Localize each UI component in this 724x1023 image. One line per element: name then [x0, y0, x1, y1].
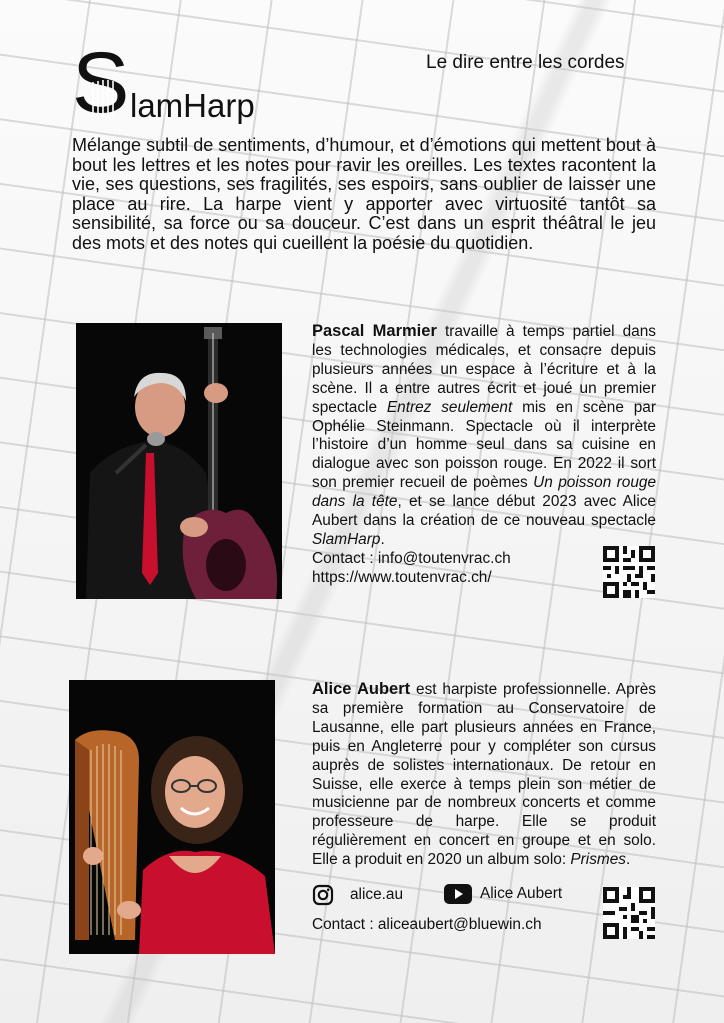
pascal-website-link[interactable]: https://www.toutenvrac.ch/	[312, 569, 492, 586]
pascal-photo	[76, 323, 282, 599]
pascal-bio-text-2: mis en scène par Ophélie Steinmann. Spectacle où il interprète l’histoire d’un homme seul dans sa cuisine en dialogue avec son poisson rouge. En 2022 il sort son premier recueil de poèmes	[312, 398, 656, 492]
alice-email-link[interactable]: Contact : aliceaubert@bluewin.ch	[312, 916, 542, 933]
pascal-bio	[312, 322, 656, 550]
pascal-bio-italic-2: Un poisson rouge dans la tête	[312, 474, 657, 511]
instagram-handle: alice.au	[350, 886, 404, 903]
alice-photo	[69, 680, 275, 954]
alice-bio-text-1: est harpiste professionnelle. Après sa première formation au Conservatoire de Lausanne, elle part plusieurs années en France, puis en Angleterre pour y compléter son cursus auprès de solistes internationaux. De retour en Suisse, elle exerce à temps plein son métier de musicienne par de nombreux concerts et comme professeure de harpe. Elle se produit régulièrement en concert en groupe et en solo. Elle a produit en 2020 un album solo:	[312, 681, 657, 869]
youtube-icon	[444, 884, 472, 904]
qr-code-icon[interactable]	[603, 546, 655, 598]
pascal-bio-italic-1: Entrez seulement	[386, 398, 513, 416]
alice-name: Alice Aubert	[312, 680, 411, 698]
instagram-icon	[312, 884, 334, 906]
pascal-bio-text-3: , et se lance début 2023 avec Alice Aubert dans la création de ce nouveau spectacle	[312, 493, 656, 530]
pascal-bio-text-4: .	[380, 530, 385, 548]
logo-text: lamHarp	[130, 87, 255, 124]
alice-bio-italic: Prismes	[570, 851, 626, 869]
instagram-link[interactable]	[312, 884, 403, 906]
pascal-bio-text-1: travaille à temps partiel dans les technologies médicales, et consacre depuis plusieurs années un espace à l’écriture et à la scène. Il a entre autres écrit et joué un premier spectacle	[312, 323, 656, 416]
pascal-email-link[interactable]: Contact : info@toutenvrac.ch	[312, 550, 511, 567]
youtube-link[interactable]	[444, 884, 562, 904]
tagline: Le dire entre les cordes	[426, 52, 625, 73]
pascal-contact	[312, 549, 511, 587]
alice-bio	[312, 680, 656, 870]
youtube-channel: Alice Aubert	[480, 885, 563, 902]
pascal-name: Pascal Marmier	[312, 322, 437, 340]
pascal-bio-italic-3: SlamHarp	[312, 530, 381, 548]
alice-bio-text-2: .	[626, 851, 631, 869]
harp-strings-icon	[88, 78, 122, 120]
intro-paragraph: Mélange subtil de sentiments, d’humour, et d’émotions qui mettent bout à bout les lettres et les notes pour ravir les oreilles. Les textes racontent la vie, ses questions, ses fragilités, ses espoirs, sans oublier de laisser une place au rire. La harpe vient y apporter avec virtuosité tantôt sa sensibilité, sa force ou sa douceur. C’est dans un esprit théâtral le jeu des mots et des notes qui cueillent la poésie du quotidien.	[72, 135, 656, 253]
slamharp-logo	[72, 35, 312, 131]
qr-code-icon[interactable]	[603, 887, 655, 939]
logo-initial: S	[72, 35, 128, 131]
